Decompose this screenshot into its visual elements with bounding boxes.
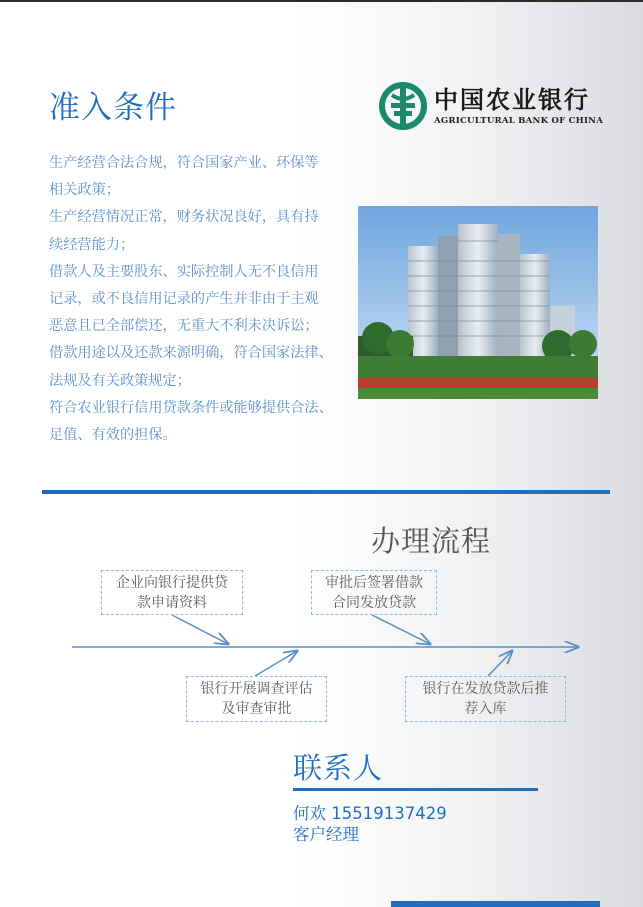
conditions-list bbox=[49, 150, 349, 449]
bottom-accent-bar bbox=[391, 901, 600, 907]
condition-line: 生产经营情况正常，财务状况良好，具有持 bbox=[49, 209, 319, 226]
condition-line: 法规及有关政策规定； bbox=[49, 372, 191, 389]
flow-step-4-line2: 荐入库 bbox=[464, 701, 507, 717]
flow-arrow-step1 bbox=[172, 615, 228, 644]
contact-name-phone: 何欢 15519137429 bbox=[293, 804, 447, 823]
flow-step-1-line2: 款申请资料 bbox=[137, 595, 207, 611]
contact-title: 联系人 bbox=[293, 751, 384, 785]
bank-logo bbox=[378, 80, 618, 132]
condition-line: 足值、有效的担保。 bbox=[49, 427, 177, 444]
flow-step-2-line1: 银行开展调查评估 bbox=[200, 681, 313, 697]
flow-step-1-line1: 企业向银行提供贷 bbox=[116, 575, 228, 591]
process-title: 办理流程 bbox=[371, 524, 492, 558]
flow-arrow-step3 bbox=[372, 615, 430, 644]
condition-line: 符合农业银行信用贷款条件或能够提供合法、 bbox=[49, 399, 333, 416]
conditions-title: 准入条件 bbox=[49, 90, 177, 126]
condition-line: 记录，或不良信用记录的产生并非由于主观 bbox=[49, 291, 319, 308]
flow-step-3-line2: 合同发放贷款 bbox=[332, 595, 416, 611]
process-flow-diagram bbox=[0, 560, 643, 730]
flow-step-3-line1: 审批后签署借款 bbox=[325, 575, 423, 591]
flow-arrow-step4 bbox=[488, 651, 512, 676]
abc-emblem-icon bbox=[378, 81, 428, 131]
flow-step-2 bbox=[186, 676, 327, 722]
flow-step-4 bbox=[405, 676, 566, 722]
condition-line: 借款用途以及还款来源明确，符合国家法律、 bbox=[49, 345, 333, 362]
contact-underline bbox=[293, 788, 538, 791]
section-divider bbox=[42, 490, 610, 494]
bank-building-photo bbox=[358, 206, 598, 399]
contact-role: 客户经理 bbox=[293, 825, 359, 844]
flow-step-4-line1: 银行在发放贷款后推 bbox=[422, 681, 549, 697]
condition-line: 借款人及主要股东、实际控制人无不良信用 bbox=[49, 263, 319, 280]
flow-step-3 bbox=[311, 570, 437, 615]
flow-arrow-step2 bbox=[255, 651, 297, 676]
condition-line: 续经营能力； bbox=[49, 236, 135, 253]
condition-line: 恶意且已全部偿还，无重大不利未决诉讼； bbox=[49, 318, 319, 335]
flow-step-1 bbox=[101, 570, 243, 615]
flow-step-2-line2: 及审查审批 bbox=[221, 701, 292, 717]
top-border-line bbox=[0, 0, 643, 2]
condition-line: 相关政策； bbox=[49, 182, 120, 199]
bank-name-english: AGRICULTURAL BANK OF CHINA bbox=[434, 116, 604, 126]
condition-line: 生产经营合法合规，符合国家产业、环保等 bbox=[49, 155, 319, 171]
bank-name-chinese: 中国农业银行 bbox=[434, 85, 590, 114]
